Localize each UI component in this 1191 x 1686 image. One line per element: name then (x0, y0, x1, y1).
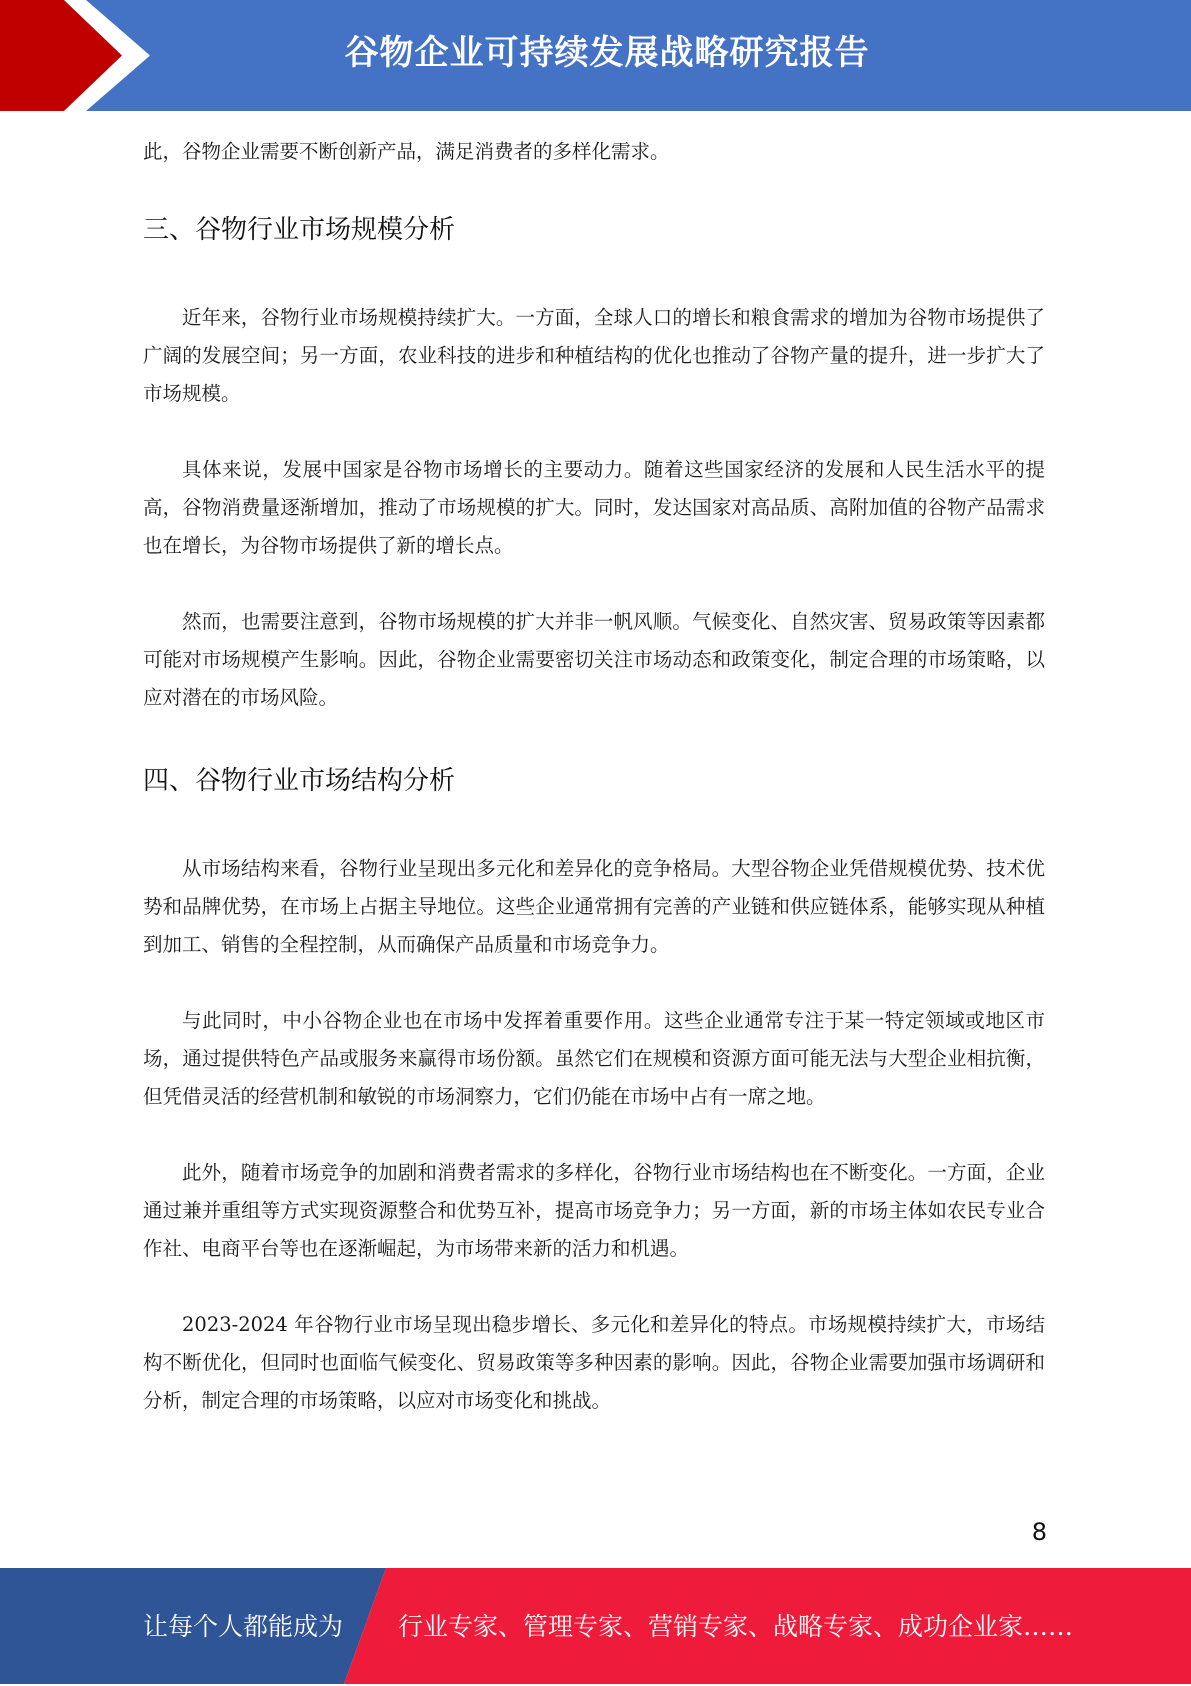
paragraph: 此外，随着市场竞争的加剧和消费者需求的多样化，谷物行业市场结构也在不断变化。一方面，企业通过兼并重组等方式实现资源整合和优势互补，提高市场竞争力；另一方面，新的市场主体如农民专业合作社、电商平台等也在逐渐崛起，为市场带来新的活力和机遇。 (143, 1161, 1045, 1260)
paragraph: 与此同时，中小谷物企业也在市场中发挥着重要作用。这些企业通常专注于某一特定领域或地区市场，通过提供特色产品或服务来赢得市场份额。虽然它们在规模和资源方面可能无法与大型企业相抗衡，但凭借灵活的经营机制和敏锐的市场洞察力，它们仍能在市场中占有一席之地。 (143, 1009, 1045, 1108)
footer-slogan-left: 让每个人都能成为 (143, 1612, 344, 1641)
paragraph: 2023-2024 年谷物行业市场呈现出稳步增长、多元化和差异化的特点。市场规模持续扩大，市场结构不断优化，但同时也面临气候变化、贸易政策等多种因素的影响。因此，谷物企业需要加强市场调研和分析，制定合理的市场策略，以应对市场变化和挑战。 (143, 1313, 1045, 1412)
paragraph: 然而，也需要注意到，谷物市场规模的扩大并非一帆风顺。气候变化、自然灾害、贸易政策等因素都可能对市场规模产生影响。因此，谷物企业需要密切关注市场动态和政策变化，制定合理的市场策略，以应对潜在的市场风险。 (143, 610, 1045, 709)
paragraph: 从市场结构来看，谷物行业呈现出多元化和差异化的竞争格局。大型谷物企业凭借规模优势、技术优势和品牌优势，在市场上占据主导地位。这些企业通常拥有完善的产业链和供应链体系，能够实现从种植到加工、销售的全程控制，从而确保产品质量和市场竞争力。 (143, 857, 1045, 956)
section-heading-market-structure: 四、谷物行业市场结构分析 (143, 766, 456, 796)
paragraph: 具体来说，发展中国家是谷物市场增长的主要动力。随着这些国家经济的发展和人民生活水平的提高，谷物消费量逐渐增加，推动了市场规模的扩大。同时，发达国家对高品质、高附加值的谷物产品需求也在增长，为谷物市场提供了新的增长点。 (143, 458, 1045, 557)
paragraph: 近年来，谷物行业市场规模持续扩大。一方面，全球人口的增长和粮食需求的增加为谷物市场提供了广阔的发展空间；另一方面，农业科技的进步和种植结构的优化也推动了谷物产量的提升，进一步扩大了市场规模。 (143, 306, 1045, 405)
page-content (143, 133, 1045, 1420)
footer-slogan-right: 行业专家、管理专家、营销专家、战略专家、成功企业家…… (398, 1612, 1074, 1641)
report-title: 谷物企业可持续发展战略研究报告 (344, 33, 870, 73)
page-footer (0, 1568, 1191, 1684)
page-header (0, 0, 1191, 111)
page-number: 8 (1031, 1518, 1047, 1546)
intro-continuation: 此，谷物企业需要不断创新产品，满足消费者的多样化需求。 (143, 140, 670, 163)
section-heading-market-size: 三、谷物行业市场规模分析 (143, 215, 456, 245)
